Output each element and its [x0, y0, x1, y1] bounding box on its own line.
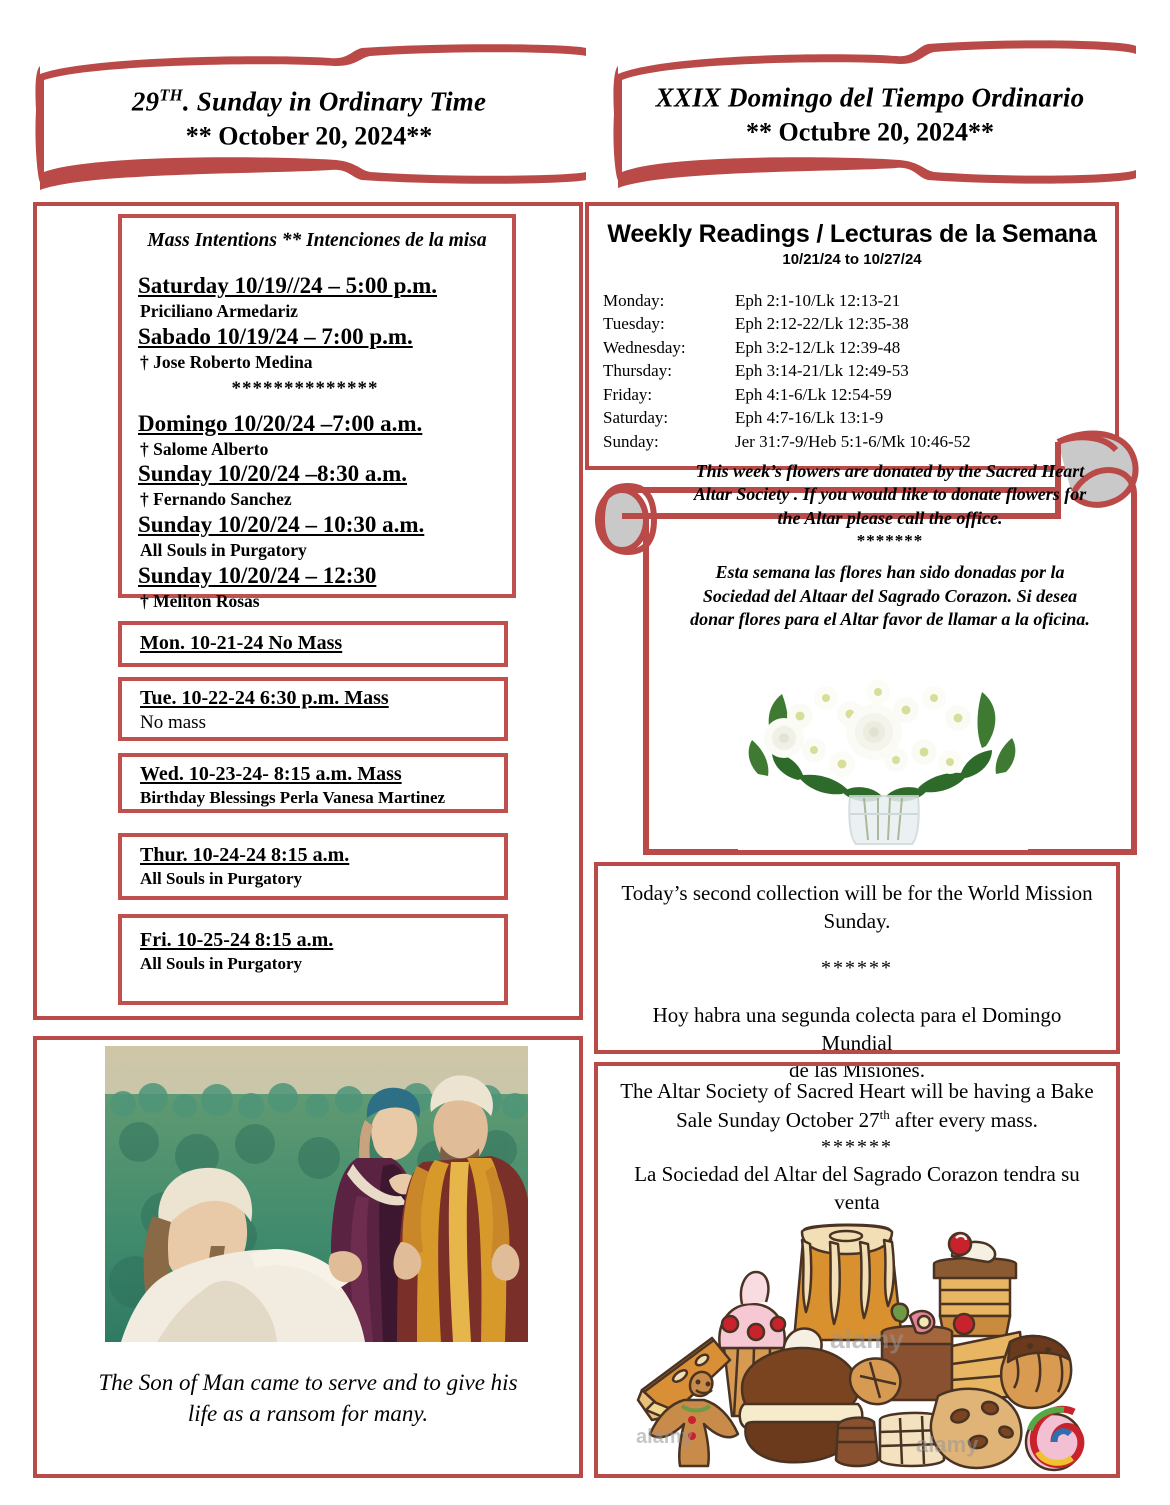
mass-intention-heading: Domingo 10/20/24 –7:00 a.m. [138, 410, 423, 436]
header-english-line1: 29TH. Sunday in Ordinary Time [131, 85, 487, 117]
alamy-watermark-center: alamy [830, 1324, 904, 1354]
mass-intention-entry [138, 410, 512, 461]
collection-english-line1: Today’s second collection will be for the World Mission [621, 881, 1093, 905]
weekly-readings-title: Weekly Readings / Lecturas de la Semana [607, 220, 1097, 248]
mass-intention-heading: Sunday 10/20/24 – 10:30 a.m. [138, 512, 425, 538]
reading-reference: Eph 2:12-22/Lk 12:35-38 [735, 314, 909, 334]
reading-day: Sunday: [603, 431, 659, 451]
flowers-english-line2: Altar Society . If you would like to donate flowers for [693, 484, 1087, 505]
flower-bouquet-image [738, 654, 1028, 850]
collection-separator: ****** [821, 957, 893, 980]
weekday-mass-box-friday [118, 914, 508, 1005]
mass-intention-name: † Salome Alberto [140, 438, 269, 459]
mass-intention-heading: Sunday 10/20/24 –8:30 a.m. [138, 461, 408, 487]
weekday-detail: All Souls in Purgatory [140, 954, 302, 973]
bake-sale-english-line1: The Altar Society of Sacred Heart will be having a Bake [620, 1079, 1094, 1103]
mass-intention-heading: Sabado 10/19/24 – 7:00 p.m. [138, 323, 413, 349]
flowers-english-line1: This week’s flowers are donated by the Sacred Heart [695, 461, 1085, 481]
mass-intention-entry [138, 323, 512, 374]
weekday-detail: Birthday Blessings Perla Vanesa Martinez [140, 788, 446, 807]
reading-reference: Eph 4:1-6/Lk 12:54-59 [735, 384, 892, 404]
weekday-detail: All Souls in Purgatory [140, 869, 302, 888]
flowers-spanish-line1: Esta semana las flores han sido donadas por la [715, 562, 1065, 583]
reading-day: Wednesday: [603, 337, 686, 357]
reading-reference: Eph 3:14-21/Lk 12:49-53 [735, 361, 909, 381]
reading-row [603, 290, 971, 313]
weekday-heading: Mon. 10-21-24 No Mass [140, 632, 343, 654]
weekday-heading: Tue. 10-22-24 6:30 p.m. Mass [140, 687, 389, 709]
weekday-mass-box-wednesday [118, 753, 508, 813]
reading-day: Monday: [603, 291, 665, 310]
flowers-spanish-line2: Sociedad del Altaar del Sagrado Corazon. Si desea [702, 585, 1078, 606]
header-spanish-line2: ** Octubre 20, 2024** [746, 117, 994, 147]
flower-bouquet-art [738, 654, 1028, 850]
flowers-spanish-line3: donar flores para el Altar favor de llamar a la oficina. [690, 609, 1090, 630]
reading-row [603, 360, 971, 383]
second-collection-text [598, 866, 1116, 1085]
mass-intention-name: Priciliano Armedariz [140, 301, 298, 322]
reading-reference: Jer 31:7-9/Heb 5:1-6/Mk 10:46-52 [735, 431, 971, 451]
alamy-watermark-bottom: alamy [916, 1432, 979, 1457]
header-spanish-line1: XXIX Domingo del Tiempo Ordinario [655, 82, 1085, 113]
bake-sale-separator: ****** [821, 1136, 893, 1159]
gospel-illustration [105, 1046, 528, 1342]
gospel-caption [50, 1368, 566, 1430]
reading-row [603, 313, 971, 336]
mass-intention-entry [138, 460, 512, 511]
weekday-mass-box-thursday [118, 833, 508, 900]
weekday-detail: No mass [140, 712, 206, 733]
reading-reference: Eph 4:7-16/Lk 13:1-9 [735, 408, 884, 428]
gospel-caption-line1: The Son of Man came to serve and to give his [98, 1370, 518, 1395]
reading-day: Friday: [603, 384, 653, 404]
collection-english-line2: Sunday. [823, 908, 891, 933]
header-banner-english-text [30, 85, 588, 153]
bake-sale-english-line2: Sale Sunday October 27th after every mass. [676, 1106, 1038, 1132]
mass-intention-name: † Fernando Sanchez [140, 489, 292, 510]
reading-day: Saturday: [603, 408, 669, 428]
mass-intentions-separator: ************** [231, 377, 379, 399]
bake-sale-spanish-line1: La Sociedad del Altar del Sagrado Corazon tendra su venta [634, 1161, 1080, 1214]
mass-intention-entry [138, 562, 512, 613]
flowers-english-line3: the Altar please call the office. [777, 507, 1003, 528]
mass-intentions-list [122, 272, 512, 613]
mass-intention-entry [138, 272, 512, 323]
alamy-watermark-left: alamy [636, 1426, 693, 1448]
mass-intention-heading: Saturday 10/19//24 – 5:00 p.m. [138, 273, 438, 298]
reading-row [603, 337, 971, 360]
weekday-heading: Thur. 10-24-24 8:15 a.m. [140, 844, 350, 866]
weekday-heading: Fri. 10-25-24 8:15 a.m. [140, 929, 334, 951]
weekday-heading: Wed. 10-23-24- 8:15 a.m. Mass [140, 763, 402, 785]
weekday-mass-box-tuesday [118, 677, 508, 741]
collection-spanish-line1: Hoy habra una segunda colecta para el Domingo Mundial [652, 1002, 1062, 1055]
bake-sale-box [594, 1062, 1120, 1478]
mass-intention-entry [138, 511, 512, 562]
bake-sale-image [634, 1220, 1094, 1472]
baked-goods-art [634, 1220, 1094, 1472]
reading-reference: Eph 3:2-12/Lk 12:39-48 [735, 337, 901, 357]
flowers-text [664, 460, 1116, 631]
header-banner-english [30, 44, 588, 196]
header-banner-spanish-text [600, 81, 1140, 149]
collection-spanish-line2: de las Misiones. [789, 1058, 925, 1083]
flowers-separator: ******* [856, 531, 924, 551]
header-banner-spanish [600, 36, 1140, 196]
weekly-readings-date-range: 10/21/24 to 10/27/24 [782, 251, 922, 268]
gospel-illustration-art [105, 1046, 528, 1342]
mass-intention-name: † Jose Roberto Medina [140, 351, 313, 372]
weekday-mass-box-monday [118, 621, 508, 667]
mass-intention-name: All Souls in Purgatory [140, 540, 307, 561]
mass-intention-heading: Sunday 10/20/24 – 12:30 [138, 562, 377, 588]
reading-day: Tuesday: [603, 314, 665, 334]
mass-intentions-title: Mass Intentions ** Intenciones de la misa [147, 230, 487, 251]
reading-row [603, 384, 971, 407]
mass-intention-name: † Meliton Rosas [140, 591, 260, 612]
second-collection-box [594, 862, 1120, 1083]
header-english-line2: ** October 20, 2024** [185, 121, 433, 151]
reading-reference: Eph 2:1-10/Lk 12:13-21 [735, 291, 901, 310]
flowers-box [588, 424, 1140, 858]
mass-intentions-box [118, 214, 516, 612]
reading-day: Thursday: [603, 361, 672, 381]
gospel-caption-line2: life as a ransom for many. [187, 1400, 429, 1426]
